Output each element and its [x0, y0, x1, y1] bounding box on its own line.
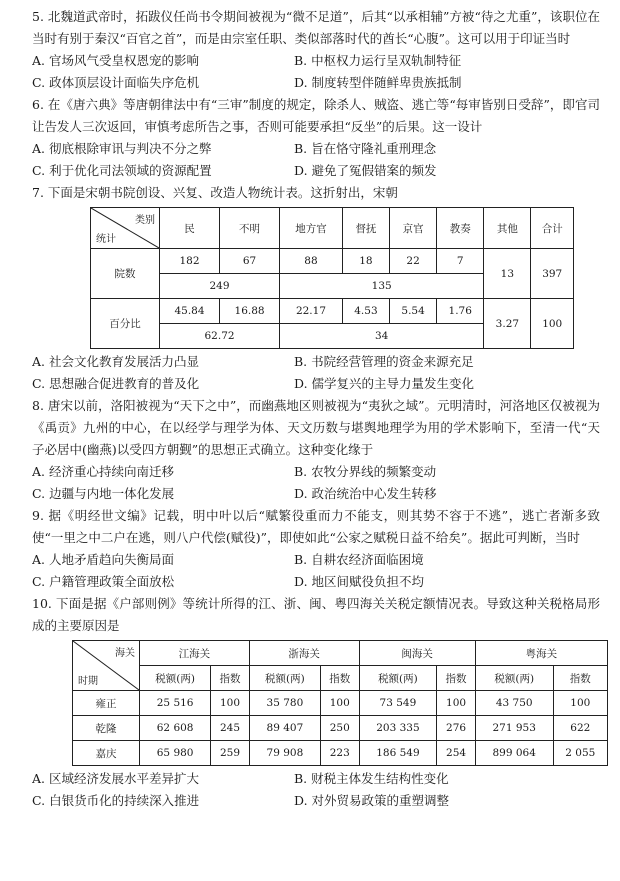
table-row [73, 691, 608, 716]
option-c[interactable]: C. 户籍管理政策全面放松 [32, 574, 175, 589]
table-row [91, 249, 574, 274]
column-header: 其他 [484, 208, 531, 249]
option-a[interactable]: A. 官场风气受皇权恩宠的影响 [32, 53, 199, 68]
table-cell: 67 [220, 249, 280, 274]
table-cell: 276 [437, 716, 476, 741]
question-10-options [32, 768, 600, 812]
corner-top-label: 海关 [115, 648, 135, 659]
subheader-tax: 税额(两) [249, 666, 320, 691]
table-corner-cell [73, 641, 140, 691]
option-d[interactable]: D. 制度转型伴随鲜卑贵族抵制 [294, 75, 462, 90]
column-header: 闽海关 [359, 641, 475, 666]
question-6-options [32, 138, 600, 182]
column-header: 江海关 [140, 641, 250, 666]
table-cell: 259 [211, 741, 250, 766]
option-d[interactable]: D. 地区间赋役负担不均 [294, 574, 425, 589]
option-d[interactable]: D. 避免了冤假错案的频发 [294, 163, 437, 178]
corner-bottom-label: 时期 [78, 676, 98, 687]
option-b[interactable]: B. 书院经营管理的资金来源充足 [294, 354, 474, 369]
table-cell: 22 [390, 249, 437, 274]
table-cell: 73 549 [359, 691, 437, 716]
column-header: 粤海关 [475, 641, 607, 666]
row-label: 百分比 [91, 299, 160, 349]
academy-statistics-table [90, 207, 574, 349]
question-9-stem: 9. 据《明经世文编》记载，明中叶以后“赋繁役重而力不能支，则其势不容于不逃”，逃亡者渐多致使“一里之中二户在逃，则八户代偿(赋役)”，即使如此“公家之赋税日益不给矣”。据此可判断，当时 [32, 508, 600, 545]
customs-tax-table [72, 640, 608, 766]
question-7 [32, 182, 600, 395]
table-cell: 62 608 [140, 716, 211, 741]
table-cell: 3.27 [484, 299, 531, 349]
question-5-stem: 5. 北魏道武帝时，拓跋仪任尚书令期间被视为“微不足道”，后其“以承相辅”方被“待之尤重”，该职位在当时有别于秦汉“百官之首”，而是由宗室任职、类似部落时代的酋长“心腹”。这可以用于印证当时 [32, 9, 600, 46]
table-corner-cell [91, 208, 160, 249]
subheader-index: 指数 [437, 666, 476, 691]
question-10 [32, 593, 600, 812]
row-label: 乾隆 [73, 716, 140, 741]
question-8-options [32, 461, 600, 505]
option-c[interactable]: C. 思想融合促进教育的普及化 [32, 376, 200, 391]
option-d[interactable]: D. 儒学复兴的主导力量发生变化 [294, 376, 475, 391]
subheader-index: 指数 [553, 666, 607, 691]
option-a[interactable]: A. 彻底根除审讯与判决不分之弊 [32, 141, 212, 156]
table-cell: 79 908 [249, 741, 320, 766]
column-header: 教奏 [437, 208, 484, 249]
option-c[interactable]: C. 政体顶层设计面临失序危机 [32, 75, 200, 90]
table-cell: 7 [437, 249, 484, 274]
table-cell: 35 780 [249, 691, 320, 716]
subheader-index: 指数 [211, 666, 250, 691]
table-cell: 245 [211, 716, 250, 741]
table-cell: 254 [437, 741, 476, 766]
table-cell: 100 [211, 691, 250, 716]
table-cell: 186 549 [359, 741, 437, 766]
option-a[interactable]: A. 区域经济发展水平差异扩大 [32, 771, 199, 786]
table-cell: 100 [531, 299, 574, 349]
question-6-stem: 6. 在《唐六典》等唐朝律法中有“三审”制度的规定，除杀人、贼盗、逃亡等“每审皆别日受辞”，即官司让告发人三次返回，审慎考虑所告之事，否则可能要承担“反坐”的后果。这一设计 [32, 97, 600, 134]
table-cell: 182 [160, 249, 220, 274]
table-cell: 4.53 [342, 299, 389, 324]
table-cell: 62.72 [160, 324, 280, 349]
column-header: 京官 [390, 208, 437, 249]
table-cell: 249 [160, 274, 280, 299]
subheader-index: 指数 [321, 666, 360, 691]
option-a[interactable]: A. 社会文化教育发展活力凸显 [32, 354, 199, 369]
question-10-stem: 10. 下面是据《户部则例》等统计所得的江、浙、闽、粤四海关关税定额情况表。导致这种关税格局形成的主要原因是 [32, 596, 600, 633]
table-cell: 45.84 [160, 299, 220, 324]
subheader-tax: 税额(两) [359, 666, 437, 691]
table-cell: 397 [531, 249, 574, 299]
table-cell: 43 750 [475, 691, 553, 716]
row-label: 雍正 [73, 691, 140, 716]
subheader-tax: 税额(两) [140, 666, 211, 691]
option-a[interactable]: A. 人地矛盾趋向失衡局面 [32, 552, 174, 567]
row-label: 嘉庆 [73, 741, 140, 766]
question-7-stem: 7. 下面是宋朝书院创设、兴复、改造人物统计表。这折射出，宋朝 [32, 185, 398, 200]
option-b[interactable]: B. 旨在恪守隆礼重刑理念 [294, 141, 437, 156]
table-cell: 34 [280, 324, 484, 349]
option-a[interactable]: A. 经济重心持续向南迁移 [32, 464, 174, 479]
question-9-options [32, 549, 600, 593]
table-cell: 65 980 [140, 741, 211, 766]
column-header: 民 [160, 208, 220, 249]
option-b[interactable]: B. 农牧分界线的频繁变动 [294, 464, 437, 479]
table-cell: 100 [437, 691, 476, 716]
table-cell: 5.54 [390, 299, 437, 324]
table-cell: 271 953 [475, 716, 553, 741]
row-label: 院数 [91, 249, 160, 299]
option-c[interactable]: C. 边疆与内地一体化发展 [32, 486, 175, 501]
question-8 [32, 395, 600, 505]
exam-page [32, 6, 600, 812]
table-cell: 100 [553, 691, 607, 716]
corner-top-label: 类别 [135, 215, 155, 226]
table-row [73, 716, 608, 741]
table-cell: 16.88 [220, 299, 280, 324]
column-header: 不明 [220, 208, 280, 249]
table-cell: 899 064 [475, 741, 553, 766]
table-cell: 135 [280, 274, 484, 299]
question-5-options [32, 50, 600, 94]
corner-bottom-label: 统计 [96, 234, 116, 245]
option-c[interactable]: C. 利于优化司法领域的资源配置 [32, 163, 212, 178]
table-cell: 25 516 [140, 691, 211, 716]
table-row [91, 299, 574, 324]
option-b[interactable]: B. 自耕农经济面临困境 [294, 552, 424, 567]
question-5 [32, 6, 600, 94]
question-8-stem: 8. 唐宋以前，洛阳被视为“天下之中”，而幽燕地区则被视为“夷狄之域”。元明清时，河洛地区仅被视为《禹贡》九州的中心，在以经学与理学为体、天文历数与堪舆地理学为用的学术影响下，至清一代“天子必居中(幽燕)以受四方朝觐”的思想正式确立。这种变化缘于 [32, 398, 600, 457]
question-9 [32, 505, 600, 593]
table-cell: 89 407 [249, 716, 320, 741]
table-cell: 13 [484, 249, 531, 299]
column-header: 地方官 [280, 208, 343, 249]
table-cell: 1.76 [437, 299, 484, 324]
column-header: 合计 [531, 208, 574, 249]
table-cell: 22.17 [280, 299, 343, 324]
table-cell: 250 [321, 716, 360, 741]
table-cell: 622 [553, 716, 607, 741]
table-cell: 18 [342, 249, 389, 274]
column-header: 浙海关 [249, 641, 359, 666]
table-cell: 88 [280, 249, 343, 274]
table-cell: 2 055 [553, 741, 607, 766]
subheader-tax: 税额(两) [475, 666, 553, 691]
option-b[interactable]: B. 财税主体发生结构性变化 [294, 771, 449, 786]
question-6 [32, 94, 600, 182]
table-cell: 223 [321, 741, 360, 766]
table-cell: 203 335 [359, 716, 437, 741]
option-c[interactable]: C. 白银货币化的持续深入推进 [32, 793, 200, 808]
table-cell: 100 [321, 691, 360, 716]
option-d[interactable]: D. 政治统治中心发生转移 [294, 486, 437, 501]
question-7-options [32, 351, 600, 395]
column-header: 督抚 [342, 208, 389, 249]
table-row [73, 741, 608, 766]
option-b[interactable]: B. 中枢权力运行呈双轨制特征 [294, 53, 462, 68]
option-d[interactable]: D. 对外贸易政策的重塑调整 [294, 793, 450, 808]
